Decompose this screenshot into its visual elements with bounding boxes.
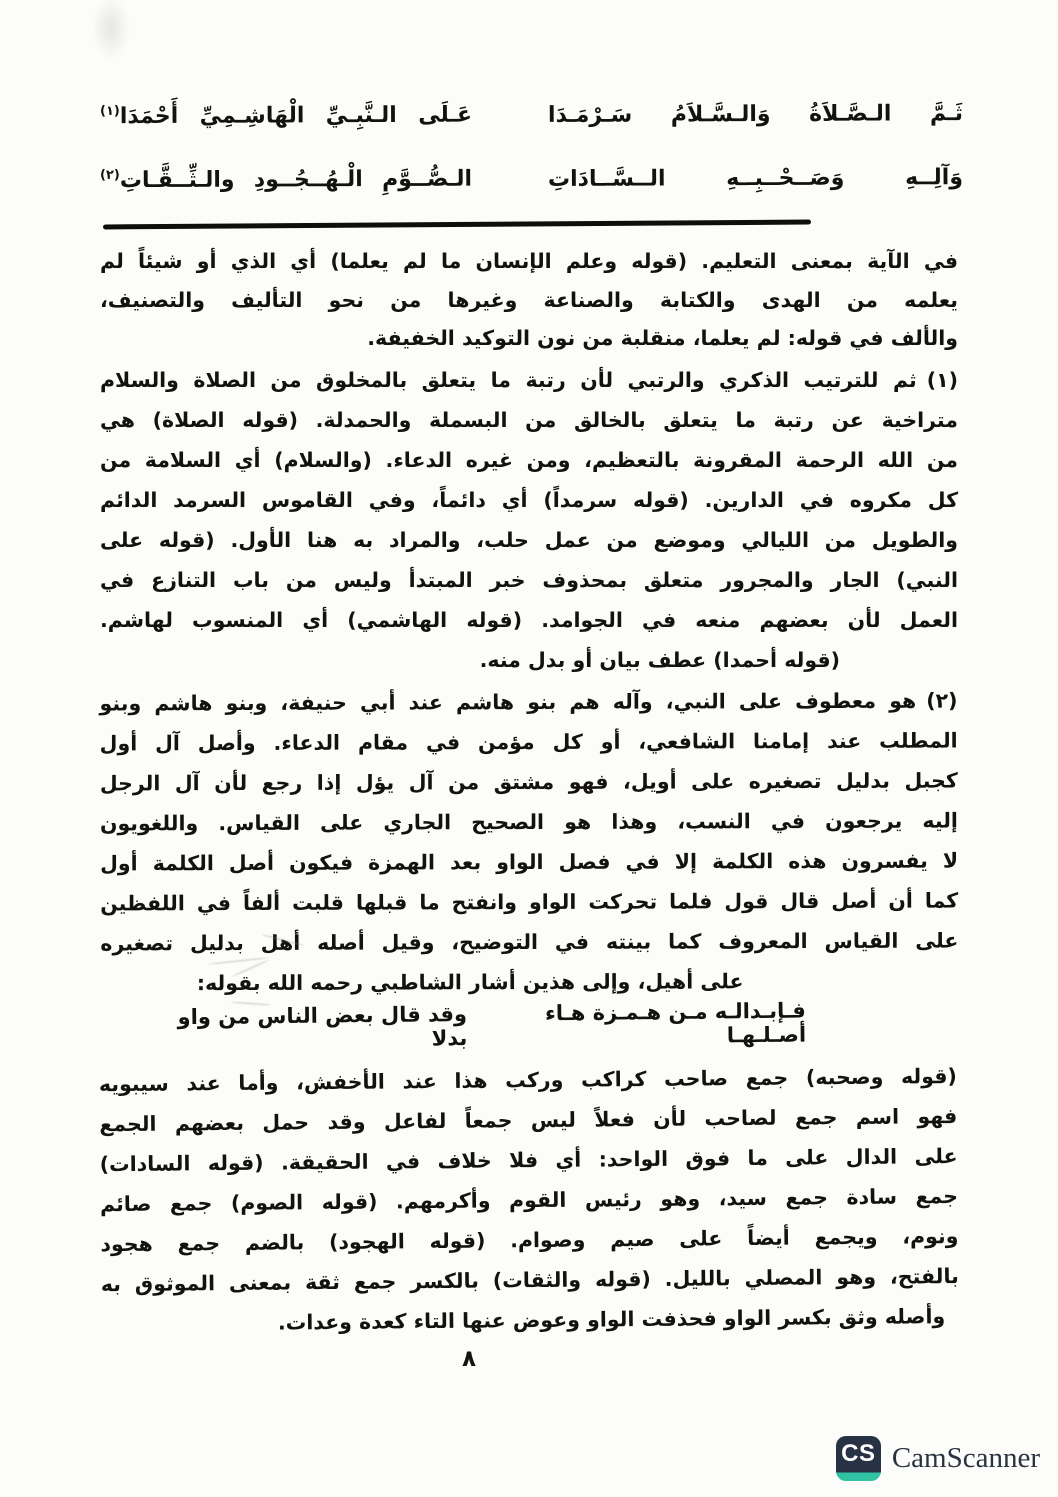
quoted-verse-right-hemistich: فـإبـدالـه مـن هـمـزة هـاء أصـلـهـا (544, 998, 807, 1048)
text-line (99, 681, 957, 724)
poem-line-1-left-hemistich (100, 103, 472, 130)
text-line: ونوم، ويجمع أيضاً على صيم وصوام. (قوله الهجود) بالضم جمع هجود (100, 1223, 959, 1257)
scan-smudge-top-left (86, 0, 136, 70)
text-line: كجبل بدليل تصغيره على أويل، فهو مشتق من آل يؤل إذا رجع لأن آل الرجل (99, 768, 958, 796)
text-line: (قوله أحمدا) عطف بيان أو بدل منه. (479, 648, 840, 672)
text-line: متراخية عن رتبة ما يتعلق بالخالق من البسملة والحمدلة. (قوله الصلاة) هي (100, 408, 958, 432)
footnote-1-marker: (١) (926, 368, 958, 392)
poem-line-1 (100, 82, 963, 148)
camscanner-watermark (836, 1434, 1040, 1482)
text-line: وأصله وثق بكسر الواو فحذفت الواو وعوض عنها التاء كعدة وعدات. (277, 1304, 946, 1335)
text-line: يعلمه من الهدى والكتابة والصناعة وغيرها من نحو التأليف والتصنيف، (100, 287, 958, 312)
poem-line-2 (100, 146, 963, 212)
footnote-1-line-1: ثم للترتيب الذكري والرتبي لأن رتبة ما يتعلق بالمخلوق من الصلاة والسلام (100, 368, 917, 392)
text-line: والطويل من الليالي وموضع من عمل حلب، والمراد به هنا الأول. (قوله على (100, 528, 958, 552)
text-line: المطلب عند إمامنا الشافعي، أو كل مؤمن في مقام الدعاء. وأصل آل أول (99, 728, 958, 756)
text-line: النبي) الجار والمجرور متعلق بمحذوف خبر المبتدأ وليس من باب التنازع في (100, 568, 958, 592)
commentary-intro-paragraph (100, 242, 958, 358)
footnote-ref-1: (١) (99, 104, 120, 120)
page-number: ٨ (461, 1346, 477, 1372)
text-line: بالفتح، وهو المصلي بالليل. (قوله والثقات) بالكسر جمع ثقة بمعنى الموثوق به (100, 1263, 959, 1297)
camscanner-icon (836, 1436, 881, 1481)
footnote-ref-2: (٢) (99, 168, 120, 184)
footnote-2-line-1: هو معطوف على النبي، وآله هم بنو هاشم عند أبي حنيفة، وبنو هاشم وبنو (99, 688, 917, 716)
footnote-divider-rule (103, 220, 811, 229)
text-line: (قوله وصحبه) جمع صاحب كراكب وركب هذا عند الأخفش، وأما عند سيبويه (98, 1064, 957, 1097)
poem-line-2-left-hemistich (100, 167, 472, 194)
text-line: إليه يرجعون في النسب، وهذا هو الصحيح الجاري على القياس. واللغويون (99, 808, 958, 836)
text-line: كما أن أصل قال قول فلما تحركت الواو وانفتح ما قبلها قلبت ألفاً في اللفظين (100, 888, 959, 916)
camscanner-label: CamScanner (891, 1441, 1040, 1474)
text-line: من الله الرحمة المقرونة بالتعظيم، ومن غيره الدعاء. (والسلام) أي السلامة من (100, 448, 958, 472)
text-line (100, 360, 958, 400)
camscanner-badge-text: CS (841, 1439, 876, 1467)
text-line: والألف في قوله: لم يعلما، منقلبة من نون التوكيد الخفيفة. (367, 326, 958, 350)
text-line: العمل لأن بعضهم منعه في الجوامد. (قوله الهاشمي) أي المنسوب لهاشم. (100, 608, 958, 632)
poem-line-2-right-hemistich: وَآلِــهِ وَصَــحْــبِــهِ الــسَّــادَاتِ (547, 164, 964, 192)
text-line: على الدال على ما فوق الواحد: أي فلا خلاف في الحقيقة. (قوله السادات) (99, 1144, 958, 1177)
footnote-2-marker: (٢) (926, 688, 958, 713)
text-line: جمع سادة جمع سيد، وهو رئيس القوم وأكرمهم. (قوله الصوم) جمع صائم (99, 1184, 959, 1217)
footnote-2-continuation (99, 1056, 960, 1344)
text-line: في الآية بمعنى التعليم. (قوله وعلم الإنسان ما لم يعلما) أي الذي أو شيئاً لم (100, 249, 958, 273)
text-line: على القياس المعروف كما بينته في التوضيح، وقيل أصله أهل بدليل تصغيره (100, 928, 959, 956)
text-line: فهو اسم جمع لصاحب لأن فعلاً ليس جمعاً لفاعل وقد حمل بعضهم الجمع (99, 1104, 958, 1137)
footnote-1 (100, 360, 958, 680)
text-line: على أهيل، وإلى هذين أشار الشاطبي رحمه الله بقوله: (196, 969, 744, 996)
text-line: كل مكروه في الدارين. (قوله سرمداً) أي دائماً، وفي القاموس السرمد الدائم (100, 488, 958, 512)
poem-line-1-right-hemistich: ثَـمَّ الـصَّـلاَةُ وَالـسَّـلاَمُ سَـرْمَـدَا (547, 100, 964, 128)
poem-line-1-left-text: عَـلَى الـنَّبِـيِّ الْهَاشِـمِيِّ أَحْمَدَا (119, 102, 473, 130)
quoted-verse-left-hemistich: وقد قال بعض الناس من واو بدلا (177, 1002, 468, 1051)
text-line: لا يفسرون هذه الكلمة إلا في فصل الواو بعد الهمزة فيكون أصل الكلمة أول (100, 848, 959, 876)
poem-line-2-left-text: الـصُّــوَّمِ الْـهُــجُــودِ والـثِّــقَّـاتِ (119, 166, 473, 194)
